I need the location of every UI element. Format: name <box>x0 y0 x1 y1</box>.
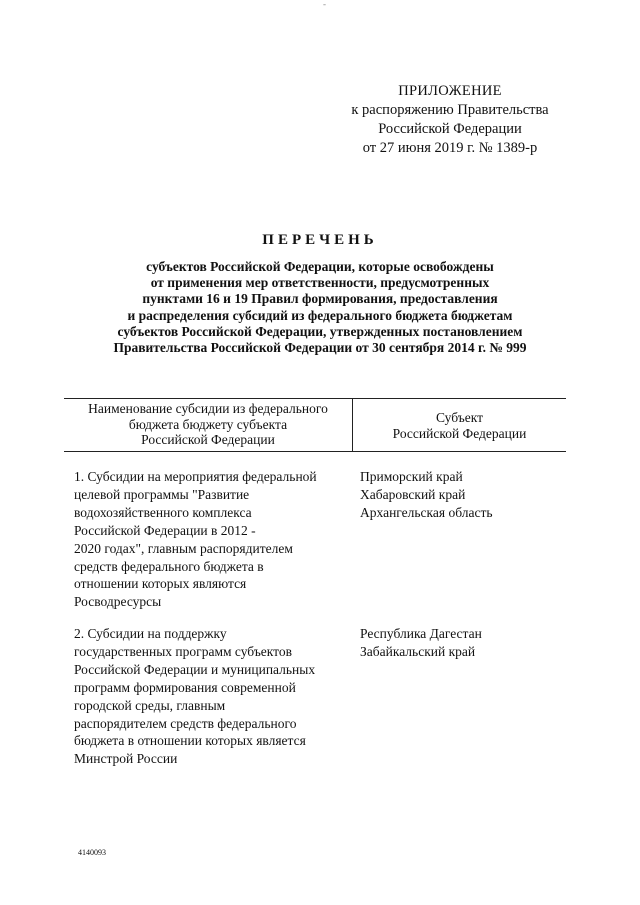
document-code: 4140093 <box>78 848 106 857</box>
subsidy-name-cell <box>74 625 359 768</box>
subtitle-line: субъектов Российской Федерации, которые освобождены <box>146 259 494 274</box>
cell-line: 2. Субсидии на поддержку <box>74 626 227 641</box>
cell-line: Российской Федерации и муниципальных <box>74 661 316 677</box>
cell-line: целевой программы "Развитие <box>74 486 250 502</box>
cell-line: программ формирования современной <box>74 679 296 695</box>
cell-line: государственных программ субъектов <box>74 643 293 659</box>
appendix-block <box>340 82 560 158</box>
appendix-line: к распоряжению Правительства <box>351 102 549 118</box>
cell-line: Росводресурсы <box>74 594 162 610</box>
cell-line: распорядителем средств федерального <box>74 715 297 731</box>
subjects-cell <box>360 625 560 661</box>
appendix-heading: ПРИЛОЖЕНИЕ <box>398 83 502 99</box>
table-header <box>64 398 566 452</box>
appendix-date-line: от 27 июня 2019 г. № 1389-р <box>362 140 538 156</box>
subject-name: Приморский край <box>360 469 463 484</box>
subtitle-line: пунктами 16 и 19 Правил формирования, предоставления <box>142 291 498 307</box>
cell-line: 1. Субсидии на мероприятия федеральной <box>74 469 317 484</box>
subtitle-line: субъектов Российской Федерации, утвержденных постановлением <box>117 323 523 339</box>
appendix-line: Российской Федерации <box>378 121 522 137</box>
subsidy-name-cell <box>74 468 359 611</box>
cell-line: отношении которых являются <box>74 576 247 592</box>
cell-line: городской среды, главным <box>74 697 226 713</box>
header-text: Российской Федерации <box>141 432 275 447</box>
subject-name: Забайкальский край <box>360 643 476 659</box>
header-subject <box>353 399 566 451</box>
cell-line: средств федерального бюджета в <box>74 558 264 574</box>
subject-name: Архангельская область <box>360 504 493 520</box>
header-text: бюджета бюджету субъекта <box>128 416 288 432</box>
subtitle-line: и распределения субсидий из федерального бюджета бюджетам <box>127 307 513 323</box>
header-text: Субъект <box>435 410 484 425</box>
document-subtitle <box>60 259 580 356</box>
subjects-cell <box>360 468 560 522</box>
header-text: Российской Федерации <box>392 425 527 441</box>
subtitle-line: Правительства Российской Федерации от 30 сентября 2014 г. № 999 <box>113 340 527 356</box>
cell-line: водохозяйственного комплекса <box>74 504 252 520</box>
cell-line: бюджета в отношении которых является <box>74 733 306 749</box>
cell-line: Минстрой России <box>74 751 178 767</box>
subsidy-table <box>64 398 566 767</box>
subtitle-line: от применения мер ответственности, предусмотренных <box>150 275 490 291</box>
cell-line: Российской Федерации в 2012 - <box>74 522 256 538</box>
cell-line: 2020 годах", главным распорядителем <box>74 540 293 556</box>
header-subsidy-name <box>64 399 353 451</box>
subject-name: Хабаровский край <box>360 486 466 502</box>
header-text: Наименование субсидии из федерального <box>88 401 328 416</box>
page-top-mark: - <box>323 0 326 9</box>
document-title: ПЕРЕЧЕНЬ <box>262 232 378 248</box>
subject-name: Республика Дагестан <box>360 626 482 641</box>
